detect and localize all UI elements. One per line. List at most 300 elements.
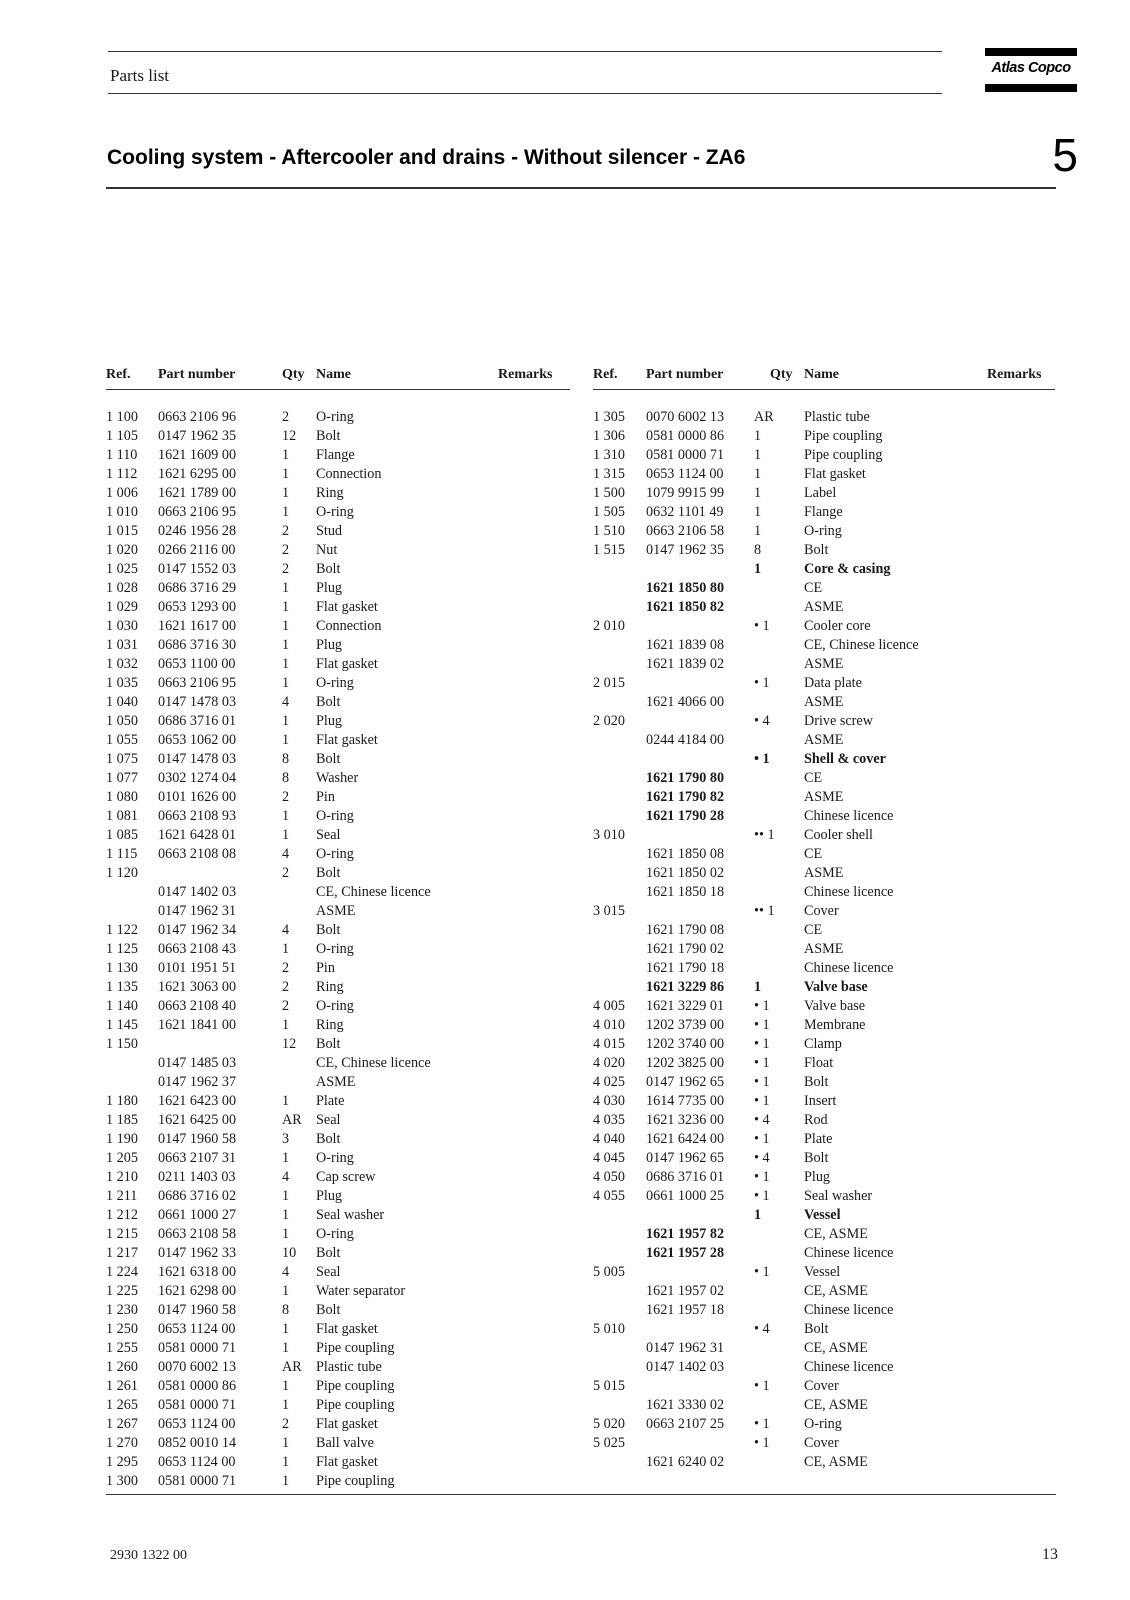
name-cell: Seal washer <box>804 1188 873 1204</box>
part-number-cell: 0653 1293 00 <box>158 599 237 615</box>
qty-cell: 8 <box>282 1302 290 1318</box>
ref-cell: 1 310 <box>593 447 625 463</box>
qty-cell: • 1 <box>754 1378 770 1394</box>
part-number-cell: 0147 1478 03 <box>158 694 237 710</box>
qty-cell: AR <box>282 1112 302 1128</box>
ref-cell: 1 225 <box>106 1283 138 1299</box>
ref-cell: 1 122 <box>106 922 138 938</box>
ref-cell: 1 306 <box>593 428 625 444</box>
ref-cell: 1 212 <box>106 1207 138 1223</box>
name-cell: Water separator <box>316 1283 406 1299</box>
part-number-cell: 0686 3716 29 <box>158 580 237 596</box>
qty-cell: 1 <box>754 1207 762 1223</box>
name-cell: ASME <box>316 1074 356 1090</box>
qty-cell: 1 <box>282 504 290 520</box>
name-cell: O-ring <box>316 808 354 824</box>
footer-rule <box>106 1494 1056 1495</box>
part-number-cell: 1621 1790 80 <box>646 770 725 786</box>
part-number-cell: 1621 6425 00 <box>158 1112 237 1128</box>
part-number-cell: 1621 1850 08 <box>646 846 725 862</box>
ref-cell: 1 015 <box>106 523 138 539</box>
part-number-cell: 0663 2108 43 <box>158 941 237 957</box>
col-ref-header: Ref. <box>593 367 618 382</box>
part-number-cell: 1621 6240 02 <box>646 1454 725 1470</box>
ref-cell: 1 190 <box>106 1131 138 1147</box>
part-number-cell: 0663 2108 93 <box>158 808 237 824</box>
ref-cell: 1 055 <box>106 732 138 748</box>
name-cell: CE, ASME <box>804 1340 868 1356</box>
ref-cell: 1 075 <box>106 751 138 767</box>
name-cell: Bolt <box>804 542 829 558</box>
name-cell: Ring <box>316 979 344 995</box>
name-cell: Cover <box>804 1378 839 1394</box>
qty-cell: 4 <box>282 1169 290 1185</box>
ref-cell: 1 105 <box>106 428 138 444</box>
qty-cell: 2 <box>282 523 290 539</box>
ref-cell: 1 315 <box>593 466 625 482</box>
part-number-cell: 0070 6002 13 <box>646 409 725 425</box>
table-header-rule <box>593 389 1055 390</box>
part-number-cell: 1621 1850 80 <box>646 580 725 596</box>
part-number-cell: 0147 1962 33 <box>158 1245 237 1261</box>
part-number-cell: 1202 3825 00 <box>646 1055 725 1071</box>
ref-cell: 1 112 <box>106 466 138 482</box>
qty-cell: • 1 <box>754 998 770 1014</box>
part-number-cell: 1621 1609 00 <box>158 447 237 463</box>
qty-cell: 1 <box>282 1378 290 1394</box>
name-cell: Plug <box>316 713 343 729</box>
part-number-cell: 0147 1962 65 <box>646 1150 725 1166</box>
header-bottom-rule <box>108 93 942 94</box>
part-number-cell: 0663 2106 95 <box>158 504 237 520</box>
name-cell: O-ring <box>804 1416 842 1432</box>
ref-cell: 4 020 <box>593 1055 625 1071</box>
name-cell: Seal washer <box>316 1207 385 1223</box>
part-number-cell: 0663 2107 31 <box>158 1150 237 1166</box>
name-cell: Rod <box>804 1112 828 1128</box>
qty-cell: 12 <box>282 1036 297 1052</box>
name-cell: O-ring <box>316 504 354 520</box>
part-number-cell: 0663 2106 96 <box>158 409 237 425</box>
ref-cell: 1 211 <box>106 1188 138 1204</box>
name-cell: Drive screw <box>804 713 873 729</box>
part-number-cell: 0686 3716 30 <box>158 637 237 653</box>
qty-cell: • 1 <box>754 1055 770 1071</box>
name-cell: Clamp <box>804 1036 842 1052</box>
name-cell: CE, ASME <box>804 1397 868 1413</box>
name-cell: Pipe coupling <box>316 1473 395 1489</box>
header-top-rule <box>108 51 942 52</box>
ref-cell: 1 180 <box>106 1093 138 1109</box>
ref-cell: 1 077 <box>106 770 138 786</box>
name-cell: Ball valve <box>316 1435 374 1451</box>
qty-cell: 1 <box>282 618 290 634</box>
name-cell: Seal <box>316 1264 341 1280</box>
name-cell: O-ring <box>316 998 354 1014</box>
part-number-cell: 0147 1478 03 <box>158 751 237 767</box>
name-cell: Pipe coupling <box>316 1378 395 1394</box>
name-cell: Bolt <box>316 1131 341 1147</box>
ref-cell: 1 295 <box>106 1454 138 1470</box>
qty-cell: 1 <box>282 808 290 824</box>
qty-cell: 1 <box>282 1188 290 1204</box>
part-number-cell: 0581 0000 71 <box>158 1473 237 1489</box>
part-number-cell: 1621 3236 00 <box>646 1112 725 1128</box>
ref-cell: 1 010 <box>106 504 138 520</box>
ref-cell: 1 505 <box>593 504 625 520</box>
part-number-cell: 0663 2107 25 <box>646 1416 725 1432</box>
ref-cell: 1 100 <box>106 409 138 425</box>
document-number: 2930 1322 00 <box>110 1548 187 1563</box>
part-number-cell: 0101 1626 00 <box>158 789 237 805</box>
part-number-cell: 1621 6424 00 <box>646 1131 725 1147</box>
name-cell: Connection <box>316 618 382 634</box>
name-cell: CE <box>804 770 823 786</box>
part-number-cell: 0661 1000 27 <box>158 1207 237 1223</box>
name-cell: Flat gasket <box>316 1321 378 1337</box>
qty-cell: 1 <box>282 656 290 672</box>
part-number-cell: 0653 1062 00 <box>158 732 237 748</box>
ref-cell: 1 150 <box>106 1036 138 1052</box>
qty-cell: AR <box>282 1359 302 1375</box>
name-cell: CE, ASME <box>804 1454 868 1470</box>
part-number-cell: 1621 6295 00 <box>158 466 237 482</box>
name-cell: Plate <box>316 1093 345 1109</box>
part-number-cell: 0101 1951 51 <box>158 960 237 976</box>
name-cell: ASME <box>804 865 844 881</box>
qty-cell: 10 <box>282 1245 297 1261</box>
ref-cell: 1 029 <box>106 599 138 615</box>
ref-cell: 5 025 <box>593 1435 625 1451</box>
name-cell: Flange <box>316 447 355 463</box>
qty-cell: 1 <box>282 1207 290 1223</box>
qty-cell: 2 <box>282 960 290 976</box>
part-number-cell: 0147 1960 58 <box>158 1302 237 1318</box>
name-cell: Nut <box>316 542 338 558</box>
name-cell: Plug <box>316 637 343 653</box>
name-cell: O-ring <box>316 1226 354 1242</box>
ref-cell: 1 140 <box>106 998 138 1014</box>
part-number-cell: 1621 3229 01 <box>646 998 725 1014</box>
name-cell: Bolt <box>316 1302 341 1318</box>
qty-cell: 4 <box>282 694 290 710</box>
name-cell: Plastic tube <box>316 1359 382 1375</box>
page-number: 13 <box>1042 1546 1058 1563</box>
name-cell: Valve base <box>804 998 866 1014</box>
qty-cell: • 4 <box>754 1321 770 1337</box>
qty-cell: 1 <box>282 1435 290 1451</box>
ref-cell: 1 081 <box>106 808 138 824</box>
ref-cell: 1 515 <box>593 542 625 558</box>
part-number-cell: 0147 1960 58 <box>158 1131 237 1147</box>
qty-cell: 8 <box>282 770 290 786</box>
col-remarks-header: Remarks <box>987 367 1042 382</box>
qty-cell: 2 <box>282 979 290 995</box>
logo-wordmark: Atlas Copco <box>991 60 1071 76</box>
part-number-cell: 0211 1403 03 <box>158 1169 236 1185</box>
part-number-cell: 1621 3330 02 <box>646 1397 725 1413</box>
name-cell: ASME <box>804 941 844 957</box>
part-number-cell: 0147 1962 34 <box>158 922 237 938</box>
qty-cell: • 4 <box>754 1150 770 1166</box>
ref-cell: 5 005 <box>593 1264 625 1280</box>
name-cell: ASME <box>804 599 844 615</box>
parts-table-left <box>106 367 570 1489</box>
name-cell: ASME <box>804 694 844 710</box>
ref-cell: 1 031 <box>106 637 138 653</box>
part-number-cell: 0266 2116 00 <box>158 542 236 558</box>
part-number-cell: 0147 1402 03 <box>646 1359 725 1375</box>
part-number-cell: 0686 3716 01 <box>646 1169 725 1185</box>
ref-cell: 1 120 <box>106 865 138 881</box>
name-cell: Core & casing <box>804 561 891 577</box>
name-cell: Cover <box>804 903 839 919</box>
qty-cell: • 1 <box>754 618 770 634</box>
part-number-cell: 0147 1962 35 <box>646 542 725 558</box>
name-cell: Flat gasket <box>316 656 378 672</box>
name-cell: Chinese licence <box>804 1359 894 1375</box>
qty-cell: • 1 <box>754 1131 770 1147</box>
ref-cell: 1 255 <box>106 1340 138 1356</box>
ref-cell: 4 005 <box>593 998 625 1014</box>
col-ref-header: Ref. <box>106 367 131 382</box>
qty-cell: 1 <box>282 1473 290 1489</box>
name-cell: Bolt <box>316 922 341 938</box>
part-number-cell: 1621 1839 08 <box>646 637 725 653</box>
qty-cell: 1 <box>754 447 762 463</box>
ref-cell: 3 015 <box>593 903 625 919</box>
qty-cell: 4 <box>282 922 290 938</box>
name-cell: O-ring <box>804 523 842 539</box>
name-cell: Pipe coupling <box>804 447 883 463</box>
parts-table-right <box>593 367 1055 1470</box>
name-cell: Plate <box>804 1131 833 1147</box>
name-cell: Plug <box>316 1188 343 1204</box>
ref-cell: 1 205 <box>106 1150 138 1166</box>
ref-cell: 4 040 <box>593 1131 625 1147</box>
part-number-cell: 1621 1850 82 <box>646 599 725 615</box>
chapter-number: 5 <box>1052 129 1078 181</box>
part-number-cell: 0663 2108 40 <box>158 998 237 1014</box>
qty-cell: AR <box>754 409 774 425</box>
name-cell: ASME <box>804 656 844 672</box>
part-number-cell: 0147 1552 03 <box>158 561 237 577</box>
qty-cell: 1 <box>282 1283 290 1299</box>
part-number-cell: 0663 2108 58 <box>158 1226 237 1242</box>
part-number-cell: 1621 1790 18 <box>646 960 725 976</box>
ref-cell: 1 510 <box>593 523 625 539</box>
ref-cell: 4 025 <box>593 1074 625 1090</box>
ref-cell: 1 305 <box>593 409 625 425</box>
name-cell: Data plate <box>804 675 862 691</box>
ref-cell: 1 300 <box>106 1473 138 1489</box>
name-cell: Bolt <box>316 428 341 444</box>
qty-cell: 1 <box>754 561 762 577</box>
part-number-cell: 1621 1839 02 <box>646 656 725 672</box>
name-cell: Chinese licence <box>804 884 894 900</box>
part-number-cell: 1621 1789 00 <box>158 485 237 501</box>
part-number-cell: 1202 3739 00 <box>646 1017 725 1033</box>
name-cell: Valve base <box>804 979 868 995</box>
name-cell: Seal <box>316 827 341 843</box>
name-cell: Bolt <box>316 694 341 710</box>
ref-cell: 4 055 <box>593 1188 625 1204</box>
ref-cell: 4 050 <box>593 1169 625 1185</box>
part-number-cell: 1621 1850 18 <box>646 884 725 900</box>
name-cell: Chinese licence <box>804 1302 894 1318</box>
part-number-cell: 0661 1000 25 <box>646 1188 725 1204</box>
qty-cell: 2 <box>282 865 290 881</box>
part-number-cell: 0632 1101 49 <box>646 504 724 520</box>
part-number-cell: 0147 1962 31 <box>158 903 237 919</box>
part-number-cell: 1621 1617 00 <box>158 618 237 634</box>
ref-cell: 1 185 <box>106 1112 138 1128</box>
col-name-header: Name <box>316 367 351 382</box>
part-number-cell: 0581 0000 86 <box>158 1378 237 1394</box>
ref-cell: 1 265 <box>106 1397 138 1413</box>
part-number-cell: 0147 1485 03 <box>158 1055 237 1071</box>
part-number-cell: 0581 0000 71 <box>158 1340 237 1356</box>
ref-cell: 4 015 <box>593 1036 625 1052</box>
qty-cell: 1 <box>754 428 762 444</box>
name-cell: Bolt <box>804 1150 829 1166</box>
name-cell: Ring <box>316 485 344 501</box>
table-header <box>593 367 1055 387</box>
name-cell: CE <box>804 922 823 938</box>
ref-cell: 1 006 <box>106 485 138 501</box>
ref-cell: 1 267 <box>106 1416 138 1432</box>
ref-cell: 1 215 <box>106 1226 138 1242</box>
ref-cell: 1 500 <box>593 485 625 501</box>
qty-cell: 1 <box>282 732 290 748</box>
ref-cell: 1 028 <box>106 580 138 596</box>
name-cell: CE, Chinese licence <box>804 637 919 653</box>
name-cell: Flat gasket <box>316 1454 378 1470</box>
name-cell: O-ring <box>316 941 354 957</box>
name-cell: ASME <box>804 732 844 748</box>
qty-cell: 3 <box>282 1131 290 1147</box>
qty-cell: • 1 <box>754 1169 770 1185</box>
part-number-cell: 1621 6428 01 <box>158 827 237 843</box>
ref-cell: 1 080 <box>106 789 138 805</box>
table-header <box>106 367 570 387</box>
part-number-cell: 1621 1790 02 <box>646 941 725 957</box>
qty-cell: 1 <box>282 485 290 501</box>
part-number-cell: 1621 3229 86 <box>646 979 725 995</box>
qty-cell: 1 <box>282 1321 290 1337</box>
name-cell: CE, ASME <box>804 1226 868 1242</box>
qty-cell: 1 <box>282 466 290 482</box>
qty-cell: 1 <box>282 675 290 691</box>
part-number-cell: 1621 1850 02 <box>646 865 725 881</box>
name-cell: Washer <box>316 770 359 786</box>
qty-cell: • 1 <box>754 1093 770 1109</box>
ref-cell: 1 224 <box>106 1264 138 1280</box>
name-cell: Cooler shell <box>804 827 873 843</box>
name-cell: Flat gasket <box>804 466 866 482</box>
section-label: Parts list <box>110 66 170 85</box>
qty-cell: 2 <box>282 561 290 577</box>
name-cell: O-ring <box>316 409 354 425</box>
qty-cell: 1 <box>282 1454 290 1470</box>
ref-cell: 1 217 <box>106 1245 138 1261</box>
qty-cell: 1 <box>282 1093 290 1109</box>
part-number-cell: 0686 3716 02 <box>158 1188 237 1204</box>
name-cell: ASME <box>316 903 356 919</box>
ref-cell: 5 015 <box>593 1378 625 1394</box>
name-cell: Seal <box>316 1112 341 1128</box>
qty-cell: • 1 <box>754 1017 770 1033</box>
part-number-cell: 0663 2108 08 <box>158 846 237 862</box>
ref-cell: 1 020 <box>106 542 138 558</box>
qty-cell: 2 <box>282 789 290 805</box>
qty-cell: • 1 <box>754 1435 770 1451</box>
name-cell: Pipe coupling <box>316 1397 395 1413</box>
part-number-cell: 0653 1124 00 <box>646 466 724 482</box>
name-cell: Flange <box>804 504 843 520</box>
part-number-cell: 1621 6318 00 <box>158 1264 237 1280</box>
qty-cell: 1 <box>754 523 762 539</box>
ref-cell: 5 020 <box>593 1416 625 1432</box>
qty-cell: •• 1 <box>754 827 775 843</box>
ref-cell: 1 230 <box>106 1302 138 1318</box>
name-cell: Bolt <box>804 1321 829 1337</box>
part-number-cell: 0581 0000 86 <box>646 428 725 444</box>
col-qty-header: Qty <box>770 367 793 382</box>
qty-cell: • 1 <box>754 751 770 767</box>
qty-cell: • 1 <box>754 1074 770 1090</box>
qty-cell: 8 <box>754 542 762 558</box>
part-number-cell: 0147 1402 03 <box>158 884 237 900</box>
ref-cell: 2 010 <box>593 618 625 634</box>
ref-cell: 2 020 <box>593 713 625 729</box>
name-cell: CE <box>804 846 823 862</box>
ref-cell: 3 010 <box>593 827 625 843</box>
qty-cell: 1 <box>282 941 290 957</box>
part-number-cell: 1614 7735 00 <box>646 1093 725 1109</box>
part-number-cell: 1621 6423 00 <box>158 1093 237 1109</box>
qty-cell: 1 <box>282 447 290 463</box>
qty-cell: 8 <box>282 751 290 767</box>
name-cell: Shell & cover <box>804 751 886 767</box>
part-number-cell: 0581 0000 71 <box>158 1397 237 1413</box>
ref-cell: 1 145 <box>106 1017 138 1033</box>
qty-cell: • 1 <box>754 1416 770 1432</box>
part-number-cell: 1621 1957 02 <box>646 1283 725 1299</box>
ref-cell: 1 125 <box>106 941 138 957</box>
ref-cell: 4 030 <box>593 1093 625 1109</box>
name-cell: Pipe coupling <box>316 1340 395 1356</box>
part-number-cell: 0653 1124 00 <box>158 1416 236 1432</box>
name-cell: ASME <box>804 789 844 805</box>
name-cell: Plastic tube <box>804 409 870 425</box>
col-part-header: Part number <box>158 367 236 382</box>
qty-cell: 1 <box>282 1340 290 1356</box>
col-part-header: Part number <box>646 367 724 382</box>
ref-cell: 1 025 <box>106 561 138 577</box>
part-number-cell: 0852 0010 14 <box>158 1435 237 1451</box>
name-cell: Chinese licence <box>804 808 894 824</box>
name-cell: CE, ASME <box>804 1283 868 1299</box>
qty-cell: •• 1 <box>754 903 775 919</box>
qty-cell: 4 <box>282 1264 290 1280</box>
part-number-cell: 0653 1124 00 <box>158 1321 236 1337</box>
qty-cell: 1 <box>754 979 762 995</box>
qty-cell: • 1 <box>754 1264 770 1280</box>
name-cell: Membrane <box>804 1017 866 1033</box>
qty-cell: • 1 <box>754 1188 770 1204</box>
name-cell: Bolt <box>316 1245 341 1261</box>
